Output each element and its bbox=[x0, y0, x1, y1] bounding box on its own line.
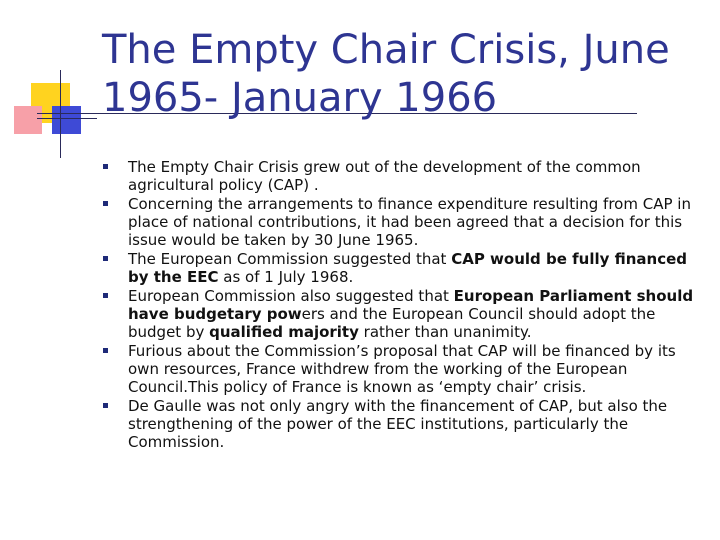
bullet-bold-text: CAP would be fully financed by the EEC bbox=[128, 250, 688, 286]
bullet-text: Concerning the arrangements to finance expenditure resulting from CAP in place of national contributions, it had been agreed that a decision for this issue would be taken by 30 June 1965. bbox=[128, 195, 691, 249]
bullet-item bbox=[102, 397, 702, 451]
bullet-item bbox=[102, 287, 702, 341]
square-bullet-icon bbox=[103, 256, 108, 261]
bullet-item bbox=[102, 250, 702, 286]
bullet-text: as of 1 July 1968. bbox=[218, 268, 354, 286]
bullet-text: The Empty Chair Crisis grew out of the development of the common agricultural policy (CAP) . bbox=[128, 158, 641, 194]
square-bullet-icon bbox=[103, 348, 108, 353]
decor-short-line bbox=[37, 118, 97, 119]
square-bullet-icon bbox=[103, 293, 108, 298]
slide-title: The Empty Chair Crisis, June 1965- January 1966 bbox=[102, 27, 670, 121]
bullet-bold-text: European Parliament should have budgetary pow bbox=[128, 287, 694, 323]
bullet-text: De Gaulle was not only angry with the financement of CAP, but also the strengthening of the power of the EEC institutions, particularly the Commission. bbox=[128, 397, 668, 451]
bullet-text: The European Commission suggested that bbox=[128, 250, 452, 268]
bullet-bold-text: qualified majority bbox=[209, 323, 359, 341]
square-bullet-icon bbox=[103, 403, 108, 408]
bullet-item bbox=[102, 195, 702, 249]
decor-blue-square bbox=[52, 106, 81, 134]
decor-vertical-line bbox=[60, 70, 61, 158]
bullet-list bbox=[102, 158, 702, 452]
bullet-item bbox=[102, 342, 702, 396]
decor-pink-square bbox=[14, 106, 42, 134]
bullet-text: ers and the European Council should adopt the budget by bbox=[128, 305, 656, 341]
bullet-text: rather than unanimity. bbox=[358, 323, 532, 341]
bullet-text: Furious about the Commission’s proposal that CAP will be financed by its own resources, France withdrew from the working of the European Council.This policy of France is known as ‘empty chair’ crisis. bbox=[128, 342, 676, 396]
bullet-item bbox=[102, 158, 702, 194]
square-bullet-icon bbox=[103, 164, 108, 169]
bullet-text: European Commission also suggested that bbox=[128, 287, 454, 305]
square-bullet-icon bbox=[103, 201, 108, 206]
